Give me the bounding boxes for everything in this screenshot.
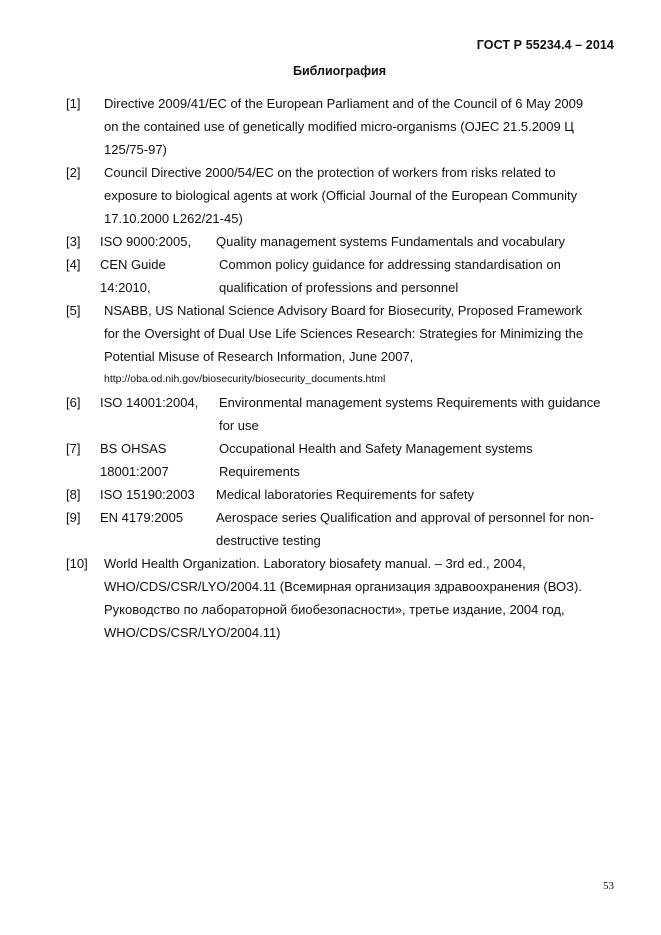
reference-number: [7] — [66, 441, 81, 456]
reference-code: ISO 14001:2004, — [100, 395, 199, 410]
reference-7 — [0, 437, 661, 460]
reference-text: Directive 2009/41/EC of the European Parliament and of the Council of 6 May 2009 — [104, 96, 584, 111]
reference-8 — [0, 483, 661, 506]
reference-number: [1] — [66, 96, 81, 111]
reference-code: 18001:2007 — [100, 464, 169, 479]
reference-text: on the contained use of genetically modified micro-organisms (OJEC 21.5.2009 Ц — [104, 119, 574, 134]
reference-9 — [0, 506, 661, 529]
reference-text: Common policy guidance for addressing standardisation on — [219, 257, 561, 272]
reference-text: qualification of professions and personnel — [219, 280, 459, 295]
reference-number: [2] — [66, 165, 81, 180]
reference-code: ISO 15190:2003 — [100, 487, 195, 502]
reference-text: Occupational Health and Safety Management systems — [219, 441, 533, 456]
reference-text: 17.10.2000 L262/21-45) — [104, 211, 243, 226]
reference-text: for use — [219, 418, 259, 433]
reference-3 — [0, 230, 661, 253]
document-header-standard: ГОСТ Р 55234.4 – 2014 — [476, 38, 614, 52]
reference-text: 125/75-97) — [104, 142, 167, 157]
reference-text: WHO/CDS/CSR/LYO/2004.11 (Всемирная организация здравоохранения (ВОЗ). — [104, 579, 582, 594]
reference-number: [3] — [66, 234, 81, 249]
reference-code: EN 4179:2005 — [100, 510, 184, 525]
reference-5 — [0, 299, 661, 322]
reference-text: World Health Organization. Laboratory biosafety manual. – 3rd ed., 2004, — [104, 556, 526, 571]
reference-text: Environmental management systems Requirements with guidance — [219, 395, 601, 410]
reference-4 — [0, 253, 661, 276]
reference-6 — [0, 391, 661, 414]
reference-text: NSABB, US National Science Advisory Board for Biosecurity, Proposed Framework — [104, 303, 583, 318]
reference-text: Aerospace series Qualification and approval of personnel for non- — [216, 510, 594, 525]
reference-number: [5] — [66, 303, 81, 318]
reference-number: [10] — [66, 556, 88, 571]
reference-1 — [0, 92, 661, 115]
reference-text: WHO/CDS/CSR/LYO/2004.11) — [104, 625, 281, 640]
reference-number: [8] — [66, 487, 81, 502]
reference-2 — [0, 161, 661, 184]
reference-text: Potential Misuse of Research Information, June 2007, — [104, 349, 414, 364]
reference-text: destructive testing — [216, 533, 321, 548]
reference-text: exposure to biological agents at work (Official Journal of the European Community — [104, 188, 578, 203]
reference-code: CEN Guide — [100, 257, 166, 272]
page-number: 53 — [603, 880, 614, 892]
reference-text: Requirements — [219, 464, 300, 479]
reference-code: BS OHSAS — [100, 441, 167, 456]
reference-text: Medical laboratories Requirements for safety — [216, 487, 474, 502]
reference-text: Руководство по лабораторной биобезопасности», третье издание, 2004 год, — [104, 602, 565, 617]
reference-10 — [0, 552, 661, 575]
reference-number: [9] — [66, 510, 81, 525]
page-title: Библиография — [292, 64, 387, 78]
reference-url: http://oba.od.nih.gov/biosecurity/biosecurity_documents.html — [104, 373, 386, 385]
reference-text: Council Directive 2000/54/EC on the protection of workers from risks related to — [104, 165, 556, 180]
reference-number: [6] — [66, 395, 81, 410]
reference-text: Quality management systems Fundamentals and vocabulary — [216, 234, 566, 249]
reference-code: ISO 9000:2005, — [100, 234, 192, 249]
reference-number: [4] — [66, 257, 81, 272]
bibliography-list — [0, 92, 661, 644]
reference-text: for the Oversight of Dual Use Life Sciences Research: Strategies for Minimizing the — [104, 326, 584, 341]
reference-code: 14:2010, — [100, 280, 151, 295]
